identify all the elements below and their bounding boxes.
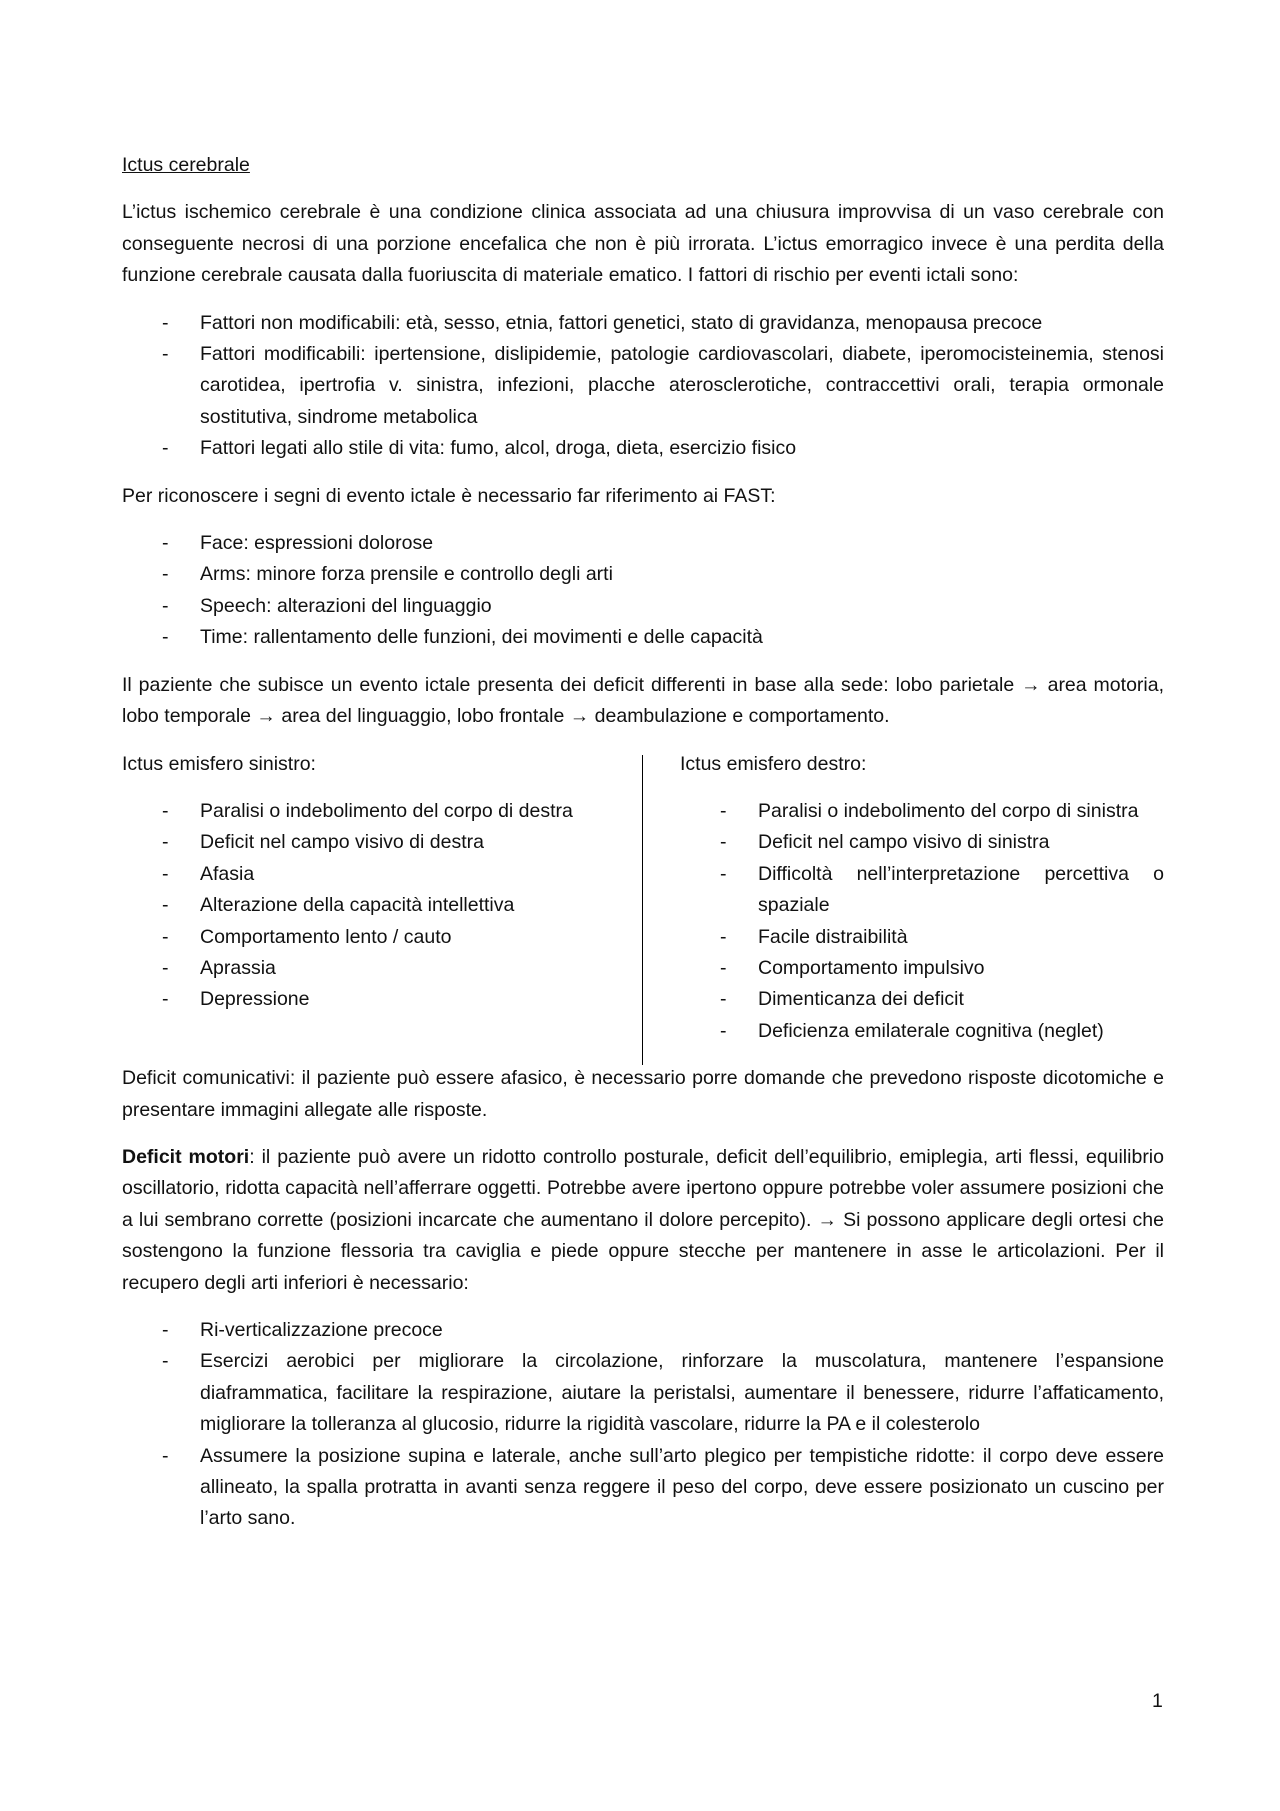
- right-hemisphere-heading: Ictus emisfero destro:: [680, 752, 867, 775]
- list-item: - Time: rallentamento delle funzioni, dei movimenti e delle capacità: [122, 622, 1164, 653]
- document-title: Ictus cerebrale: [122, 154, 250, 176]
- right-hemisphere-column: [680, 749, 1164, 1048]
- page-number: 1: [1152, 1690, 1163, 1712]
- document-page: [122, 150, 1164, 1551]
- intro-paragraph: L’ictus ischemico cerebrale è una condizione clinica associata ad una chiusura improvvisa di un vaso cerebrale con conseguente necrosi di una porzione encefalica che non è più irrorata. L’ictus emorragico invece è una perdita della funzione cerebrale causata dalla fuoriuscita di materiale ematico. I fattori di rischio per eventi ictali sono:: [122, 201, 1164, 287]
- deficit-location-paragraph: [122, 670, 1164, 733]
- list-item: - Ri-verticalizzazione precoce: [122, 1315, 1164, 1346]
- list-item: - Speech: alterazioni del linguaggio: [122, 591, 1164, 622]
- list-item: - Afasia: [122, 859, 606, 890]
- list-item: - Arms: minore forza prensile e controllo degli arti: [122, 559, 1164, 590]
- column-divider: [642, 755, 643, 1065]
- list-item: - Deficienza emilaterale cognitiva (neglet): [680, 1016, 1164, 1047]
- right-hemisphere-list: [680, 796, 1164, 1047]
- list-item: - Paralisi o indebolimento del corpo di sinistra: [680, 796, 1164, 827]
- arrow-right-icon: →: [569, 705, 590, 728]
- communication-deficit-paragraph: Deficit comunicativi: il paziente può essere afasico, è necessario porre domande che prevedono risposte dicotomiche e presentare immagini allegate alle risposte.: [122, 1067, 1164, 1121]
- list-item: - Dimenticanza dei deficit: [680, 984, 1164, 1015]
- list-item: - Fattori modificabili: ipertensione, dislipidemie, patologie cardiovascolari, diabete, iperomocisteinemia, stenosi carotidea, ipertrofia v. sinistra, infezioni, placche aterosclerotiche, contraccettivi orali, terapia ormonale sostitutiva, sindrome metabolica: [122, 339, 1164, 433]
- arrow-right-icon: →: [256, 705, 276, 728]
- list-item: - Fattori non modificabili: età, sesso, etnia, fattori genetici, stato di gravidanza, menopausa precoce: [122, 308, 1164, 339]
- list-item: - Alterazione della capacità intellettiva: [122, 890, 606, 921]
- list-item: - Esercizi aerobici per migliorare la circolazione, rinforzare la muscolatura, mantenere l’espansione diaframmatica, facilitare la respirazione, aiutare la peristalsi, aumentare il benessere, ridurre l’affaticamento, migliorare la tolleranza al glucosio, ridurre la rigidità vascolare, ridurre la PA e il colesterolo: [122, 1346, 1164, 1440]
- fast-list: [122, 528, 1164, 654]
- list-item: - Deficit nel campo visivo di sinistra: [680, 827, 1164, 858]
- hemisphere-columns: [122, 749, 1164, 1048]
- list-item: - Difficoltà nell’interpretazione percettiva o spaziale: [680, 859, 1164, 922]
- list-item: - Assumere la posizione supina e laterale, anche sull’arto plegico per tempistiche ridotte: il corpo deve essere allineato, la spalla protratta in avanti senza reggere il peso del corpo, deve essere posizionato un cuscino per l’arto sano.: [122, 1441, 1164, 1535]
- list-item: - Facile distraibilità: [680, 922, 1164, 953]
- list-item: - Comportamento impulsivo: [680, 953, 1164, 984]
- deficit-location-text: area del linguaggio, lobo frontale: [281, 705, 565, 728]
- deficit-location-text: deambulazione e comportamento.: [594, 705, 890, 728]
- left-hemisphere-column: [122, 749, 606, 1048]
- fast-intro: Per riconoscere i segni di evento ictale è necessario far riferimento ai FAST:: [122, 484, 776, 507]
- arrow-right-icon: →: [817, 1208, 838, 1231]
- left-hemisphere-heading: Ictus emisfero sinistro:: [122, 752, 316, 775]
- motor-deficit-paragraph: [122, 1142, 1164, 1299]
- deficit-location-text: area motoria, lobo temporale: [122, 673, 1164, 728]
- list-item: - Aprassia: [122, 953, 606, 984]
- recovery-list: [122, 1315, 1164, 1535]
- list-item: - Face: espressioni dolorose: [122, 528, 1164, 559]
- risk-factors-list: [122, 308, 1164, 465]
- list-item: - Fattori legati allo stile di vita: fumo, alcol, droga, dieta, esercizio fisico: [122, 433, 1164, 464]
- arrow-right-icon: →: [1021, 673, 1041, 696]
- motor-deficit-label: Deficit motori: [122, 1145, 250, 1168]
- left-hemisphere-list: [122, 796, 606, 1016]
- list-item: - Paralisi o indebolimento del corpo di destra: [122, 796, 606, 827]
- motor-deficit-text: Si possono applicare degli ortesi che sostengono la funzione flessoria tra caviglia e piede oppure stecche per mantenere in asse le articolazioni. Per il recupero degli arti inferiori è necessario:: [122, 1208, 1164, 1294]
- list-item: - Comportamento lento / cauto: [122, 922, 606, 953]
- list-item: - Depressione: [122, 984, 606, 1015]
- motor-deficit-text: : il paziente può avere un ridotto controllo posturale, deficit dell’equilibrio, emiplegia, arti flessi, equilibrio oscillatorio, ridotta capacità nell’afferrare oggetti. Potrebbe avere ipertono oppure potrebbe voler assumere posizioni che a lui sembrano corrette (posizioni incarcate che aumentano il dolore percepito).: [122, 1145, 1164, 1231]
- list-item: - Deficit nel campo visivo di destra: [122, 827, 606, 858]
- deficit-location-text: Il paziente che subisce un evento ictale presenta dei deficit differenti in base alla sede: lobo parietale: [122, 673, 1015, 696]
